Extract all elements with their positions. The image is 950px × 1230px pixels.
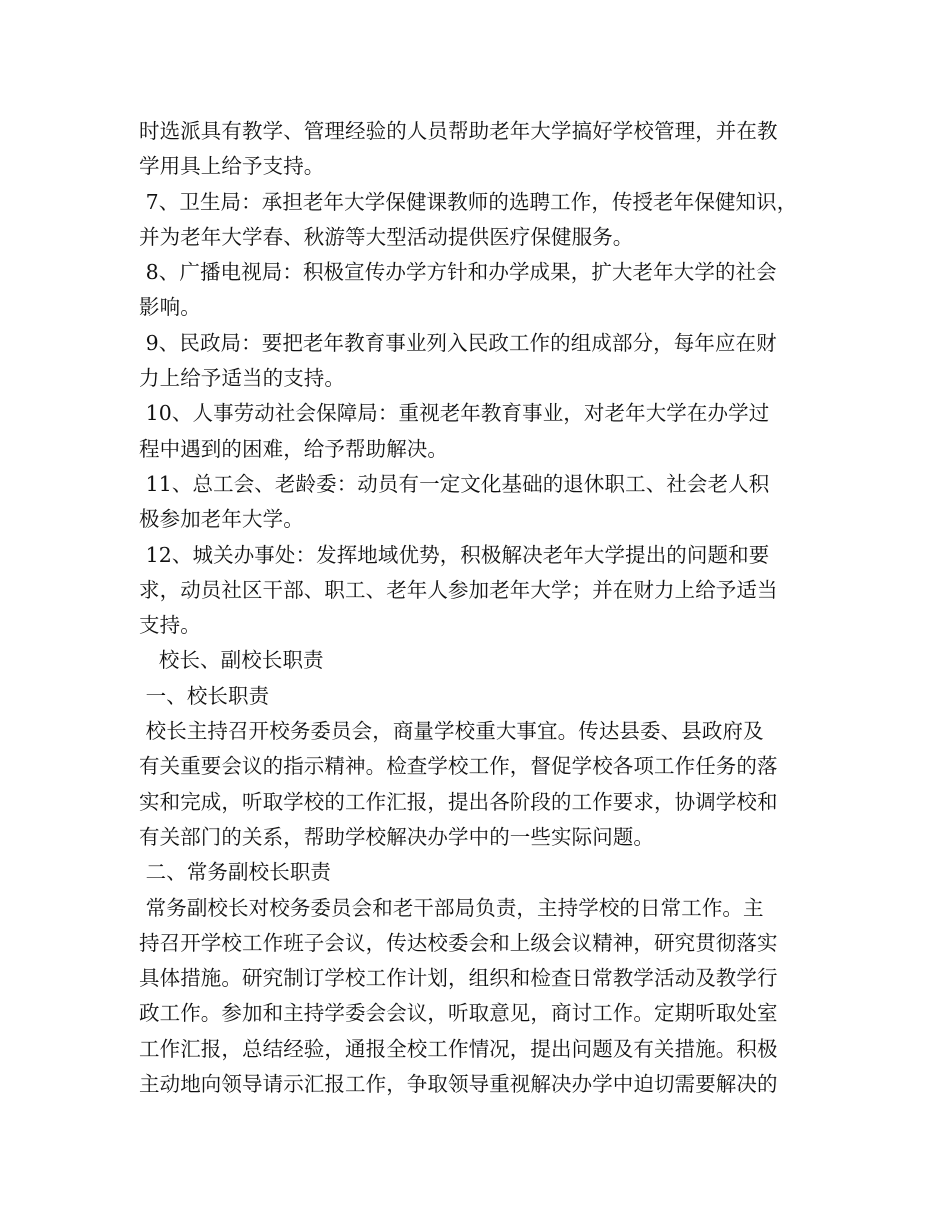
section-heading: 校长、副校长职责 [139,648,324,673]
text-line: 影响。 [139,295,201,320]
text-line: 学用具上给予支持。 [139,154,325,179]
text-line: 有关重要会议的指示精神。检查学校工作，督促学校各项工作任务的落 [139,754,778,779]
text-line: 持召开学校工作班子会议，传达校委会和上级会议精神，研究贯彻落实 [139,930,778,955]
text-line: 主动地向领导请示汇报工作，争取领导重视解决办学中迫切需要解决的 [139,1072,778,1097]
text-line: 时选派具有教学、管理经验的人员帮助老年大学搞好学校管理，并在教 [139,119,778,143]
text-line: 支持。 [139,613,201,638]
text-line: 具体措施。研究制订学校工作计划，组织和检查日常教学活动及教学行 [139,966,778,991]
document-body [139,114,829,1102]
text-line: 工作汇报，总结经验，通报全校工作情况，提出问题及有关措施。积极 [139,1036,778,1061]
text-line: 极参加老年大学。 [139,507,304,532]
text-line: 有关部门的关系，帮助学校解决办学中的一些实际问题。 [139,824,654,849]
text-line: 10、人事劳动社会保障局：重视老年教育事业，对老年大学在办学过 [139,401,770,426]
text-line: 常务副校长对校务委员会和老干部局负责，主持学校的日常工作。主 [139,895,764,920]
text-line: 8、广播电视局：积极宣传办学方针和办学成果，扩大老年大学的社会 [139,260,777,285]
subsection-heading: 一、校长职责 [139,683,270,708]
text-line: 力上给予适当的支持。 [139,366,345,391]
text-line: 9、民政局：要把老年教育事业列入民政工作的组成部分，每年应在财 [139,330,777,355]
text-line: 并为老年大学春、秋游等大型活动提供医疗保健服务。 [139,224,634,249]
text-line: 12、城关办事处：发挥地域优势，积极解决老年大学提出的问题和要 [139,542,770,567]
text-line: 求，动员社区干部、职工、老年人参加老年大学；并在财力上给予适当 [139,577,778,602]
text-line: 政工作。参加和主持学委会会议，听取意见，商讨工作。定期听取处室 [139,1001,778,1026]
text-line: 程中遇到的困难，给予帮助解决。 [139,436,448,461]
text-line: 7、卫生局：承担老年大学保健课教师的选聘工作，传授老年保健知识， [139,189,798,214]
text-line: 实和完成，听取学校的工作汇报，提出各阶段的工作要求，协调学校和 [139,789,778,814]
text-line: 校长主持召开校务委员会，商量学校重大事宜。传达县委、县政府及 [139,719,764,744]
text-line: 11、总工会、老龄委：动员有一定文化基础的退休职工、社会老人积 [139,471,770,496]
subsection-heading: 二、常务副校长职责 [139,860,332,885]
